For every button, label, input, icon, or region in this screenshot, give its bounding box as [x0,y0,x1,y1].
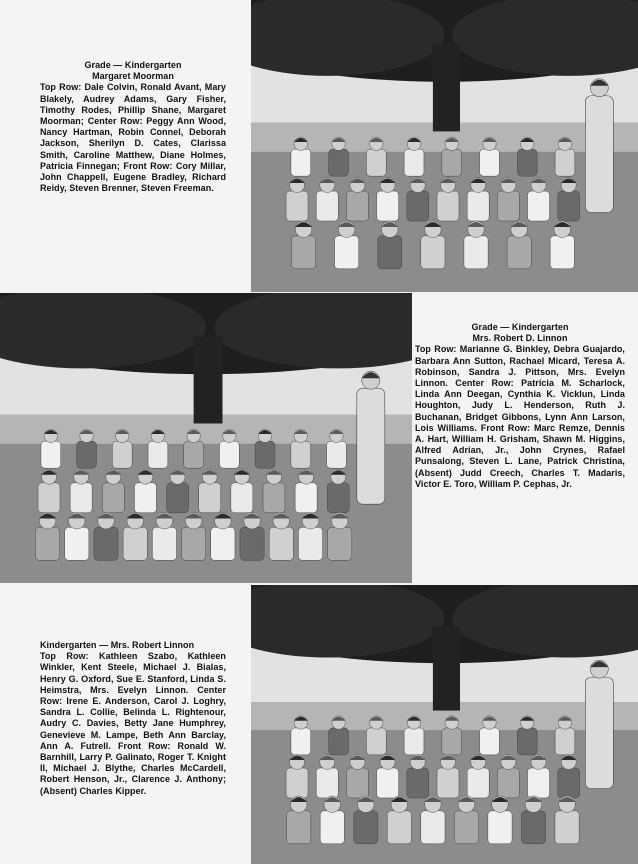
row-names: Kathleen Szabo, Kathleen Winkler, Kent Steele, Michael J. Bialas, Henry G. Oxford, Sue E. Stanford, Linda S. Heimstra, Mrs. Evelyn Linnon. [40,651,226,695]
child-body [38,483,60,513]
child-body [184,441,204,468]
child-body [437,768,459,798]
tree-trunk [433,627,460,711]
row-label: Front Row: [117,740,171,751]
child-body [387,811,411,844]
child-body [366,149,386,176]
child-body [152,527,176,560]
caption-grade: Kindergarten — Mrs. Robert Linnon [40,640,195,650]
child-body [77,441,97,468]
row-label: Top Row: [40,651,89,662]
child-body [377,191,399,221]
child-body [41,441,61,468]
child-body [335,236,359,269]
child-body [269,527,293,560]
child-body [467,768,489,798]
child-body [558,191,580,221]
child-body [112,441,132,468]
child-body [295,483,317,513]
child-body [320,811,344,844]
child-body [199,483,221,513]
child-body [407,768,429,798]
child-body [286,768,308,798]
caption-grade: Grade — Kindergarten [84,60,182,70]
child-body [134,483,156,513]
row-label: Top Row: [40,82,82,93]
class-photo-linnon-2 [251,585,638,864]
child-body [421,236,445,269]
child-body [291,441,311,468]
class-photo-moorman [251,0,638,292]
child-body [327,441,347,468]
caption-rows [40,82,226,194]
tree-trunk [194,337,223,424]
caption-moorman [40,60,226,194]
child-body [182,527,206,560]
caption-teacher: Margaret Moorman [92,71,174,82]
child-body [148,441,168,468]
child-body [517,149,537,176]
child-body [346,768,368,798]
child-body [464,236,488,269]
caption-rows [415,344,625,490]
teacher-body [585,96,613,213]
photo-scene [0,293,412,583]
child-body [558,768,580,798]
caption-grade: Grade — Kindergarten [471,322,569,332]
photo-scene [251,585,638,864]
child-body [316,191,338,221]
row-names: Ronald W. Barnhill, Larry P. Galinato, Roger T. Knight II, Michael J. Blythe, Charles McCardell, Robert Henson, Jr., Clarence J. Anthony; (Absent) Charles Kipper. [40,740,226,796]
child-body [231,483,253,513]
caption-rows [40,640,226,797]
child-body [291,236,315,269]
child-body [70,483,92,513]
child-body [407,191,429,221]
child-body [442,728,462,755]
row-label: Center Row: [455,378,514,389]
row-label: Center Row: [40,684,226,707]
row-label: Center Row: [87,116,143,127]
caption-teacher: Mrs. Robert D. Linnon [472,333,568,344]
tree-trunk [433,44,460,132]
child-body [255,441,275,468]
child-body [480,149,500,176]
child-body [329,728,349,755]
child-body [421,811,445,844]
child-body [123,527,147,560]
child-body [291,728,311,755]
child-body [437,191,459,221]
child-body [507,236,531,269]
child-body [521,811,545,844]
child-body [328,527,352,560]
caption-linnon-2 [40,640,226,797]
child-body [291,149,311,176]
child-body [555,149,575,176]
child-body [404,149,424,176]
row-label: Top Row: [415,344,457,355]
child-body [555,811,579,844]
child-body [404,728,424,755]
row-names: Marianne G. Binkley, Debra Guajardo, Barbara Ann Sutton, Rachael Micard, Teresa A. Robinson, Sandra J. Pittson, Mrs. Evelyn Linnon. [415,344,625,389]
child-body [528,191,550,221]
child-body [327,483,349,513]
child-body [102,483,124,513]
row-names: Irene E. Anderson, Carol J. Loghry, Sandra L. Collie, Belinda L. Rightenour, Audry C. Davies, Betty Jane Humphrey, Genevieve M. Lampe, Beth Ann Barclay, Ann A. Futrell. [40,696,226,751]
child-body [497,191,519,221]
child-body [488,811,512,844]
class-photo-linnon-1 [0,293,412,583]
row-names: Cory Millar, John Chappell, Eugene Bradley, Richard Reidy, Steven Brenner, Steven Freeman. [40,160,226,194]
child-body [442,149,462,176]
photo-scene [251,0,638,292]
child-body [263,483,285,513]
teacher-body [585,677,613,789]
child-body [555,728,575,755]
child-body [286,191,308,221]
row-label: Front Row: [480,422,531,433]
child-body [94,527,118,560]
child-body [366,728,386,755]
child-body [480,728,500,755]
child-body [298,527,322,560]
child-body [287,811,311,844]
child-body [467,191,489,221]
child-body [550,236,574,269]
child-body [378,236,402,269]
child-body [211,527,235,560]
child-body [354,811,378,844]
teacher-body [357,388,385,504]
row-names: Marc Remze, Dennis A. Hart, William H. Grisham, Shawn M. Higgins, Alfred Adrian, Jr., John Crynes, Rafael Punsalong, Steven L. Lane, Patrick Christina, (Absent) Judd Creech, Charles T. Madaris, Victor E. Toro, William P. Cephas, Jr. [415,422,625,489]
caption-linnon-1 [415,322,625,490]
child-body [316,768,338,798]
row-names: Dale Colvin, Ronald Avant, Mary Blakely, Audrey Adams, Gary Fisher, Timothy Rodes, Phillip Shane, Margaret Moorman; [40,82,226,127]
child-body [35,527,59,560]
child-body [497,768,519,798]
child-body [65,527,89,560]
child-body [167,483,189,513]
child-body [329,149,349,176]
child-body [517,728,537,755]
child-body [240,527,264,560]
row-names: Peggy Ann Wood, Nancy Hartman, Robin Connel, Deborah Jackson, Sherilyn D. Cates, Clarissa Smith, Caroline Matthew, Diane Holmes, Patricia Finnegan; [40,116,227,171]
child-body [219,441,239,468]
child-body [528,768,550,798]
child-body [454,811,478,844]
row-label: Front Row: [123,160,173,171]
child-body [377,768,399,798]
row-names: Patricia M. Scharlock, Linda Ann Deegan, Cynthia K. Vicklun, Linda Houghton, Judy L. Henderson, Ruth J. Buchanan, Bridget Gibbons, Lynn Ann Larson, Lois Williams. [415,378,625,433]
child-body [346,191,368,221]
